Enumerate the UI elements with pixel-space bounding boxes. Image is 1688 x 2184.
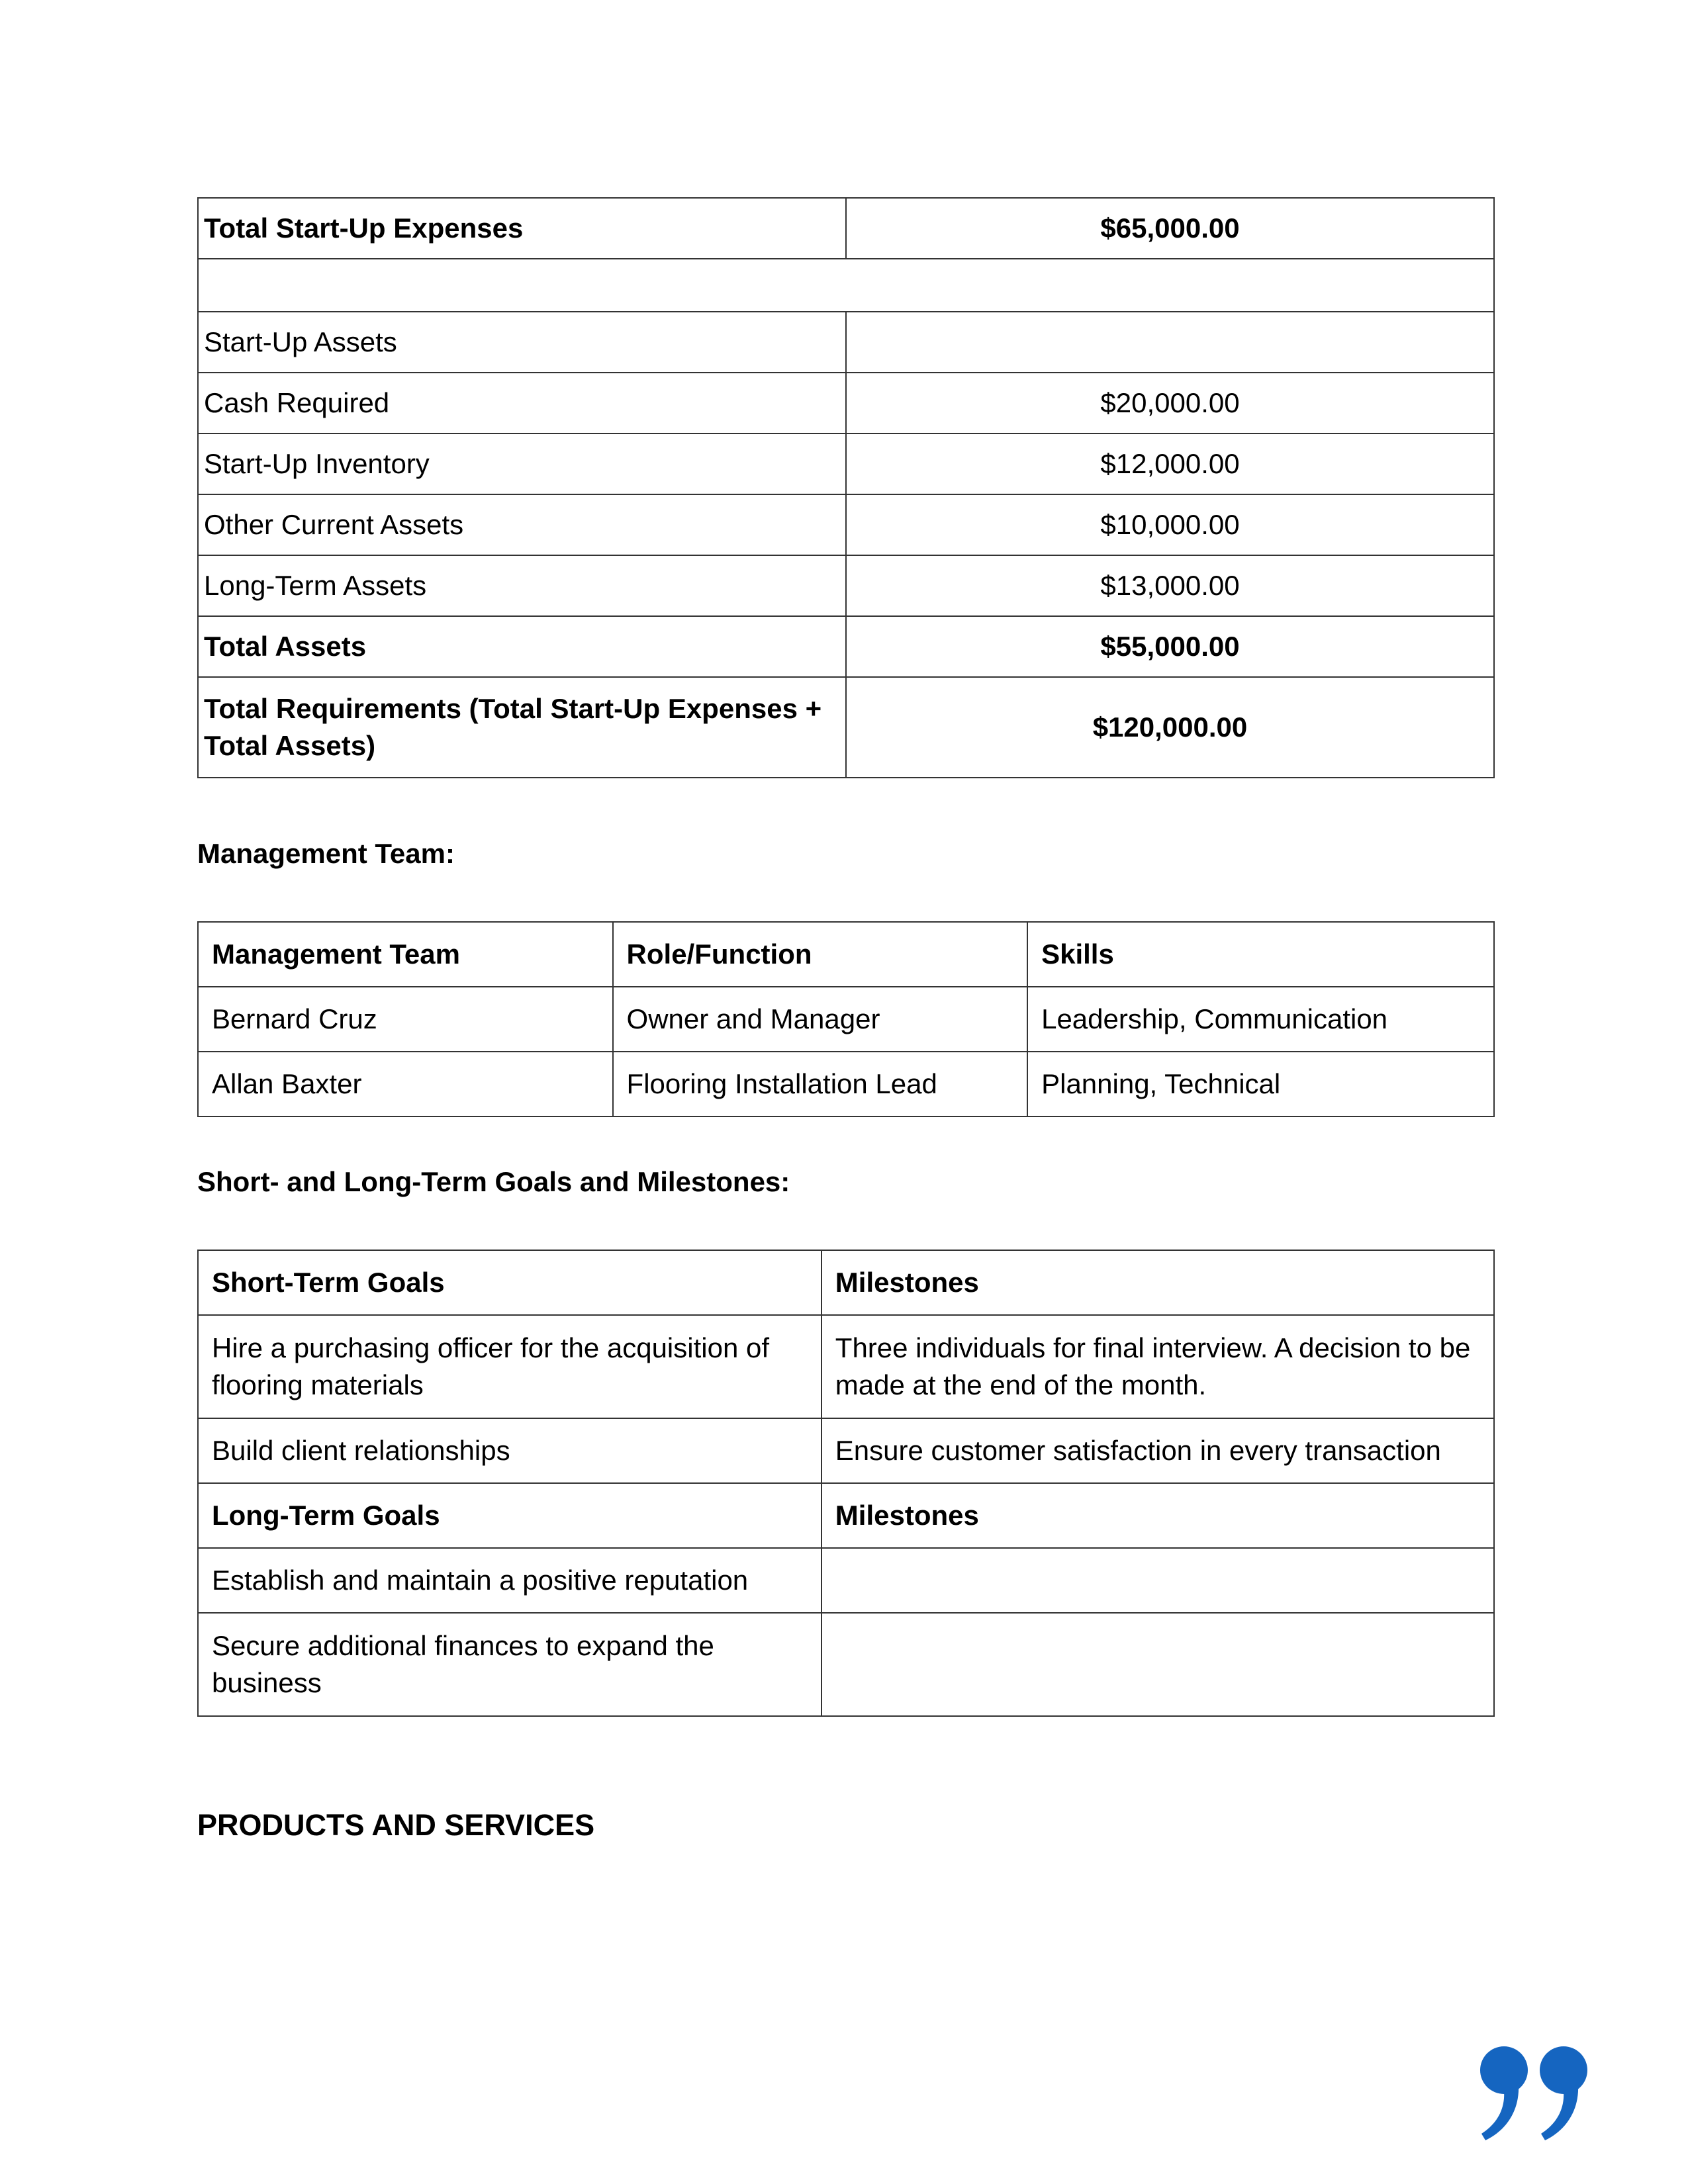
column-header: Role/Function [613,922,1028,987]
empty-cell [846,312,1494,373]
column-header: Milestones [821,1250,1494,1315]
column-header: Skills [1027,922,1494,987]
total-requirements-value: $120,000.00 [846,677,1494,778]
table-cell: Three individuals for final interview. A decision to be made at the end of the month. [821,1315,1494,1418]
table-cell [821,1548,1494,1613]
table-row [198,1418,1494,1483]
row-label: Start-Up Inventory [198,433,846,494]
column-header: Milestones [821,1483,1494,1548]
goals-heading: Short- and Long-Term Goals and Milestones: [197,1166,790,1197]
table-row [198,616,1494,677]
row-label: Long-Term Assets [198,555,846,616]
table-row [198,1052,1494,1116]
startup-finance-table [197,197,1495,778]
column-header: Long-Term Goals [198,1483,821,1548]
table-cell: Planning, Technical [1027,1052,1494,1116]
table-row [198,987,1494,1052]
table-row [198,1548,1494,1613]
table-cell [821,1613,1494,1716]
table-cell: Leadership, Communication [1027,987,1494,1052]
table-row [198,1613,1494,1716]
products-heading: PRODUCTS AND SERVICES [197,1808,595,1842]
total-assets-label: Total Assets [198,616,846,677]
table-cell: Ensure customer satisfaction in every transaction [821,1418,1494,1483]
row-value: $13,000.00 [846,555,1494,616]
total-startup-value: $65,000.00 [846,198,1494,259]
quote-icon [1476,2038,1595,2144]
table-cell: Flooring Installation Lead [613,1052,1028,1116]
column-header: Short-Term Goals [198,1250,821,1315]
table-cell: Hire a purchasing officer for the acquisition of flooring materials [198,1315,821,1418]
assets-header: Start-Up Assets [198,312,846,373]
table-cell: Allan Baxter [198,1052,613,1116]
table-cell: Owner and Manager [613,987,1028,1052]
management-heading: Management Team: [197,838,455,869]
table-row [198,555,1494,616]
table-row [198,677,1494,778]
goals-table [197,1250,1495,1717]
table-cell: Build client relationships [198,1418,821,1483]
table-row [198,312,1494,373]
total-requirements-label: Total Requirements (Total Start-Up Expenses + Total Assets) [198,677,846,778]
row-label: Other Current Assets [198,494,846,555]
table-row [198,259,1494,312]
table-header-row [198,1483,1494,1548]
table-row [198,433,1494,494]
table-cell: Bernard Cruz [198,987,613,1052]
row-value: $20,000.00 [846,373,1494,433]
row-value: $12,000.00 [846,433,1494,494]
table-row [198,373,1494,433]
table-row [198,198,1494,259]
table-cell: Secure additional finances to expand the business [198,1613,821,1716]
row-value: $10,000.00 [846,494,1494,555]
table-cell: Establish and maintain a positive reputation [198,1548,821,1613]
total-assets-value: $55,000.00 [846,616,1494,677]
table-row [198,494,1494,555]
row-label: Cash Required [198,373,846,433]
column-header: Management Team [198,922,613,987]
total-startup-label: Total Start-Up Expenses [198,198,846,259]
management-table [197,921,1495,1117]
table-header-row [198,922,1494,987]
table-header-row [198,1250,1494,1315]
blank-cell [198,259,1494,312]
table-row [198,1315,1494,1418]
